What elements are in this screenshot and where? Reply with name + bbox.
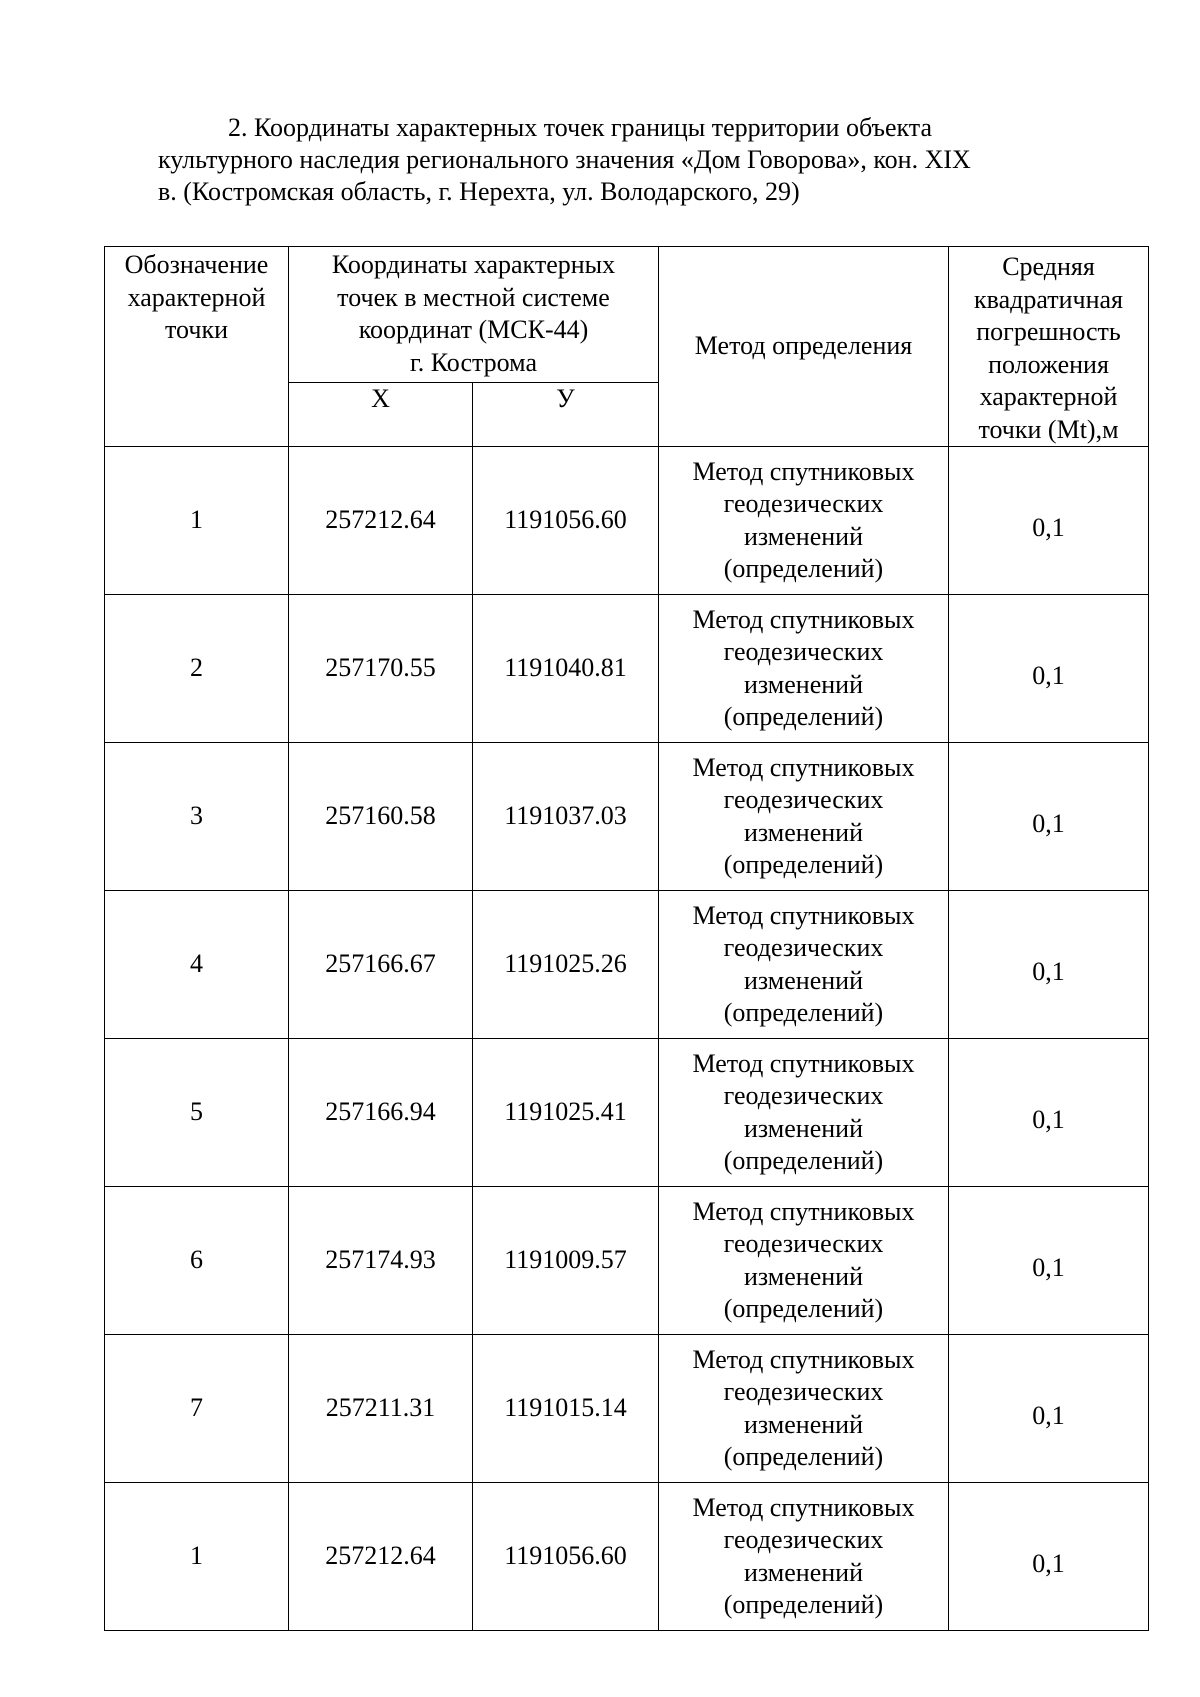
method-line: изменений xyxy=(743,1113,863,1143)
cell-point: 1 xyxy=(105,1483,289,1631)
table-row xyxy=(105,891,1149,1039)
method-line: (определений) xyxy=(723,850,884,879)
cell-method xyxy=(659,1187,949,1335)
cell-y: 1191056.60 xyxy=(473,1483,659,1631)
table-row xyxy=(105,1187,1149,1335)
cell-error: 0,1 xyxy=(949,595,1149,743)
cell-y: 1191015.14 xyxy=(473,1335,659,1483)
cell-error: 0,1 xyxy=(949,1187,1149,1335)
header-point xyxy=(105,247,289,447)
method-line: Метод спутниковых xyxy=(692,900,915,930)
header-line: квадратичная xyxy=(974,284,1123,314)
method-line: Метод спутниковых xyxy=(692,1492,915,1522)
cell-y: 1191025.26 xyxy=(473,891,659,1039)
cell-point: 7 xyxy=(105,1335,289,1483)
method-line: изменений xyxy=(743,1557,863,1587)
header-line: погрешность xyxy=(976,317,1121,346)
intro-paragraph xyxy=(158,112,1070,208)
method-line: Метод спутниковых xyxy=(692,1344,915,1374)
cell-point: 2 xyxy=(105,595,289,743)
method-line: Метод спутниковых xyxy=(692,1048,915,1078)
cell-point: 3 xyxy=(105,743,289,891)
cell-x: 257170.55 xyxy=(289,595,473,743)
cell-error: 0,1 xyxy=(949,743,1149,891)
header-x: Х xyxy=(289,382,473,446)
method-line: геодезических xyxy=(723,933,884,962)
header-method xyxy=(659,247,949,447)
header-line: точек в местной системе xyxy=(337,282,610,312)
header-line: Метод определения xyxy=(694,331,913,361)
intro-line: культурного наследия регионального значения «Дом Говорова», кон. XIX xyxy=(158,145,971,174)
cell-y: 1191009.57 xyxy=(473,1187,659,1335)
cell-error: 0,1 xyxy=(949,447,1149,595)
method-line: изменений xyxy=(743,965,863,995)
header-line: положения xyxy=(988,349,1109,379)
cell-error: 0,1 xyxy=(949,1483,1149,1631)
header-line: Обозначение xyxy=(124,250,269,279)
header-line: точки xyxy=(165,315,228,344)
cell-point: 4 xyxy=(105,891,289,1039)
method-line: геодезических xyxy=(723,637,884,666)
header-line: Координаты характерных xyxy=(331,250,616,279)
table-row xyxy=(105,743,1149,891)
table-row xyxy=(105,447,1149,595)
method-line: геодезических xyxy=(723,1525,884,1554)
cell-point: 5 xyxy=(105,1039,289,1187)
table-row xyxy=(105,595,1149,743)
method-line: (определений) xyxy=(723,1442,884,1471)
cell-error: 0,1 xyxy=(949,1039,1149,1187)
cell-x: 257212.64 xyxy=(289,1483,473,1631)
cell-method xyxy=(659,1039,949,1187)
cell-y: 1191056.60 xyxy=(473,447,659,595)
method-line: Метод спутниковых xyxy=(692,752,915,782)
cell-x: 257160.58 xyxy=(289,743,473,891)
method-line: изменений xyxy=(743,1261,863,1291)
method-line: (определений) xyxy=(723,1146,884,1175)
header-y: У xyxy=(473,382,659,446)
cell-method xyxy=(659,595,949,743)
method-line: Метод спутниковых xyxy=(692,604,915,634)
header-coords xyxy=(289,247,659,383)
method-line: изменений xyxy=(743,817,863,847)
method-line: изменений xyxy=(743,1409,863,1439)
cell-point: 6 xyxy=(105,1187,289,1335)
method-line: геодезических xyxy=(723,1229,884,1258)
cell-method xyxy=(659,1483,949,1631)
cell-x: 257211.31 xyxy=(289,1335,473,1483)
header-line: Средняя xyxy=(1002,252,1095,281)
cell-method xyxy=(659,1335,949,1483)
cell-y: 1191040.81 xyxy=(473,595,659,743)
method-line: изменений xyxy=(743,521,863,551)
table-row xyxy=(105,1335,1149,1483)
cell-x: 257166.67 xyxy=(289,891,473,1039)
cell-point: 1 xyxy=(105,447,289,595)
cell-method xyxy=(659,891,949,1039)
cell-x: 257166.94 xyxy=(289,1039,473,1187)
header-line: координат (МСК-44) xyxy=(358,315,589,344)
method-line: изменений xyxy=(743,669,863,699)
cell-error: 0,1 xyxy=(949,1335,1149,1483)
coordinates-table xyxy=(104,246,1149,1631)
header-line: г. Кострома xyxy=(410,347,537,377)
method-line: (определений) xyxy=(723,554,884,583)
method-line: (определений) xyxy=(723,702,884,731)
cell-y: 1191037.03 xyxy=(473,743,659,891)
cell-y: 1191025.41 xyxy=(473,1039,659,1187)
table-row xyxy=(105,1483,1149,1631)
cell-x: 257174.93 xyxy=(289,1187,473,1335)
header-line: характерной xyxy=(979,382,1118,411)
method-line: геодезических xyxy=(723,1081,884,1110)
method-line: Метод спутниковых xyxy=(692,1196,915,1226)
header-line: характерной xyxy=(127,282,266,312)
header-error xyxy=(949,247,1149,447)
table-row xyxy=(105,1039,1149,1187)
header-line: точки (Mt),м xyxy=(978,414,1119,444)
intro-line: 2. Координаты характерных точек границы территории объекта xyxy=(228,113,933,142)
table-body xyxy=(105,447,1149,1631)
cell-x: 257212.64 xyxy=(289,447,473,595)
method-line: (определений) xyxy=(723,1590,884,1619)
method-line: геодезических xyxy=(723,489,884,518)
method-line: Метод спутниковых xyxy=(692,456,915,486)
method-line: (определений) xyxy=(723,998,884,1027)
cell-method xyxy=(659,743,949,891)
method-line: геодезических xyxy=(723,1377,884,1406)
method-line: геодезических xyxy=(723,785,884,814)
cell-error: 0,1 xyxy=(949,891,1149,1039)
method-line: (определений) xyxy=(723,1294,884,1323)
cell-method xyxy=(659,447,949,595)
intro-line: в. (Костромская область, г. Нерехта, ул. Володарского, 29) xyxy=(158,177,800,206)
